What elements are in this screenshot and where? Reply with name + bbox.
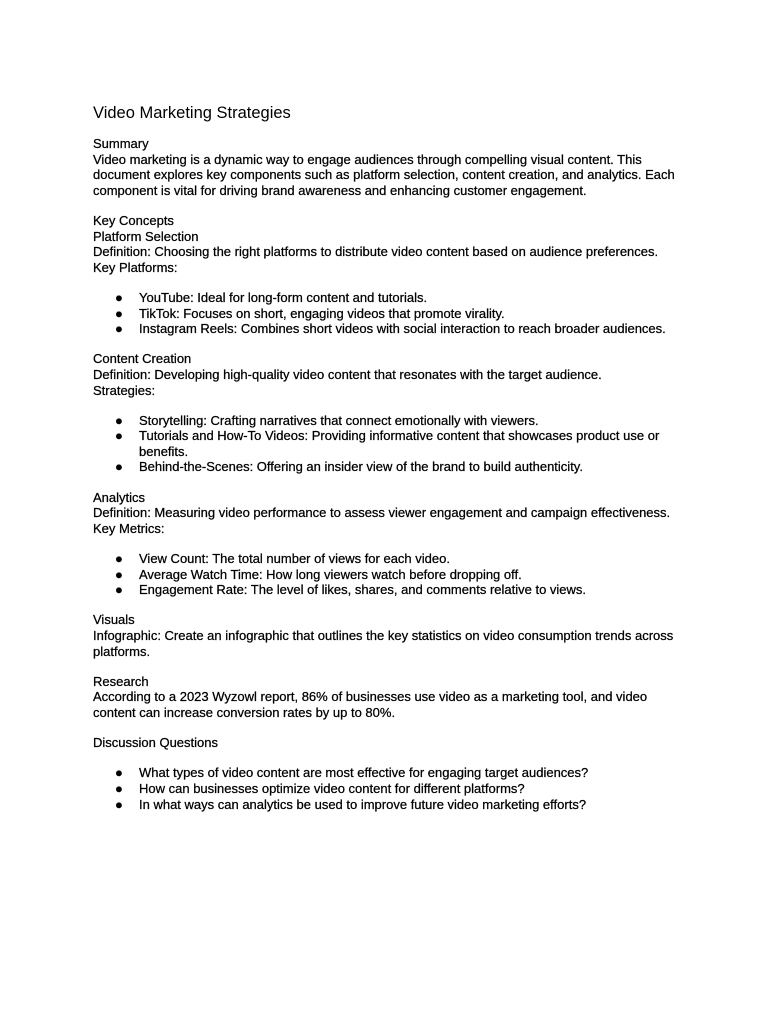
bullet-icon: ● [115,428,123,444]
document-title: Video Marketing Strategies [93,104,291,122]
visuals-body: Infographic: Create an infographic that outlines the key statistics on video consumption trends across platforms. [93,628,674,659]
bullet-icon: ● [115,289,123,305]
list-item-text: TikTok: Focuses on short, engaging videos that promote virality. [139,305,505,321]
list-item-text: YouTube: Ideal for long-form content and tutorials. [139,289,428,305]
visuals-heading: Visuals [93,612,135,628]
bullet-icon: ● [115,765,123,781]
list-item-text: Engagement Rate: The level of likes, shares, and comments relative to views. [139,582,587,598]
list-item-text: Behind-the-Scenes: Offering an insider view of the brand to build authenticity. [139,459,583,475]
discussion-heading: Discussion Questions [93,735,218,751]
list-item-text: View Count: The total number of views for each video. [139,551,450,567]
list-item [93,781,683,797]
spacer [93,475,683,490]
bullet-icon: ● [115,305,123,321]
list-item [93,797,683,813]
bullet-icon: ● [115,321,123,337]
list-item [93,567,683,583]
bullet-icon: ● [115,582,123,598]
spacer [93,536,683,551]
spacer [93,337,683,352]
key-concepts-heading: Key Concepts [93,212,174,228]
list-item [93,582,683,598]
bullet-icon: ● [115,412,123,428]
summary-heading: Summary [93,136,149,151]
document-body [93,136,683,812]
list-item-text: In what ways can analytics be used to improve future video marketing efforts? [139,796,587,812]
bullet-icon: ● [115,551,123,567]
list-item [93,428,683,459]
spacer [93,198,683,213]
strategies-list [93,413,683,475]
research-body: According to a 2023 Wyzowl report, 86% of businesses use video as a marketing tool, and video content can increase conversion rates by up to 80%. [93,689,648,720]
bullet-icon: ● [115,459,123,475]
document-page [93,102,683,812]
platform-list [93,290,683,337]
spacer [93,751,683,766]
content-creation-definition: Definition: Developing high-quality video content that resonates with the target audience. [93,366,602,382]
analytics-definition: Definition: Measuring video performance to assess viewer engagement and campaign effectiveness. [93,505,671,521]
spacer [93,721,683,736]
bullet-icon: ● [115,566,123,582]
summary-body: Video marketing is a dynamic way to engage audiences through compelling visual content. This document explores key components such as platform selection, content creation, and analytics. Each component is vital for driving brand awareness and enhancing customer engagement. [93,151,675,198]
list-item [93,321,683,337]
platform-selection-definition: Definition: Choosing the right platforms to distribute video content based on audience preferences. [93,244,659,260]
list-item [93,551,683,567]
list-item [93,413,683,429]
research-heading: Research [93,673,149,689]
bullet-icon: ● [115,796,123,812]
platform-selection-list-label: Key Platforms: [93,259,178,275]
list-item [93,765,683,781]
metrics-list [93,551,683,598]
spacer [93,275,683,290]
spacer [93,398,683,413]
list-item-text: Storytelling: Crafting narratives that connect emotionally with viewers. [139,412,539,428]
list-item-text: Instagram Reels: Combines short videos with social interaction to reach broader audiences. [139,321,666,337]
content-creation-heading: Content Creation [93,351,192,367]
spacer [93,659,683,674]
list-item-text: How can businesses optimize video content for different platforms? [139,780,525,796]
list-item [93,459,683,475]
list-item [93,306,683,322]
analytics-list-label: Key Metrics: [93,520,165,536]
list-item-text: Average Watch Time: How long viewers watch before dropping off. [139,566,522,582]
list-item-text: What types of video content are most effective for engaging target audiences? [139,765,589,781]
list-item-text: Tutorials and How-To Videos: Providing informative content that showcases product use or benefits. [139,428,660,459]
discussion-list [93,765,683,812]
platform-selection-heading: Platform Selection [93,228,199,244]
bullet-icon: ● [115,780,123,796]
content-creation-list-label: Strategies: [93,382,156,398]
list-item [93,290,683,306]
analytics-heading: Analytics [93,489,146,505]
spacer [93,598,683,613]
